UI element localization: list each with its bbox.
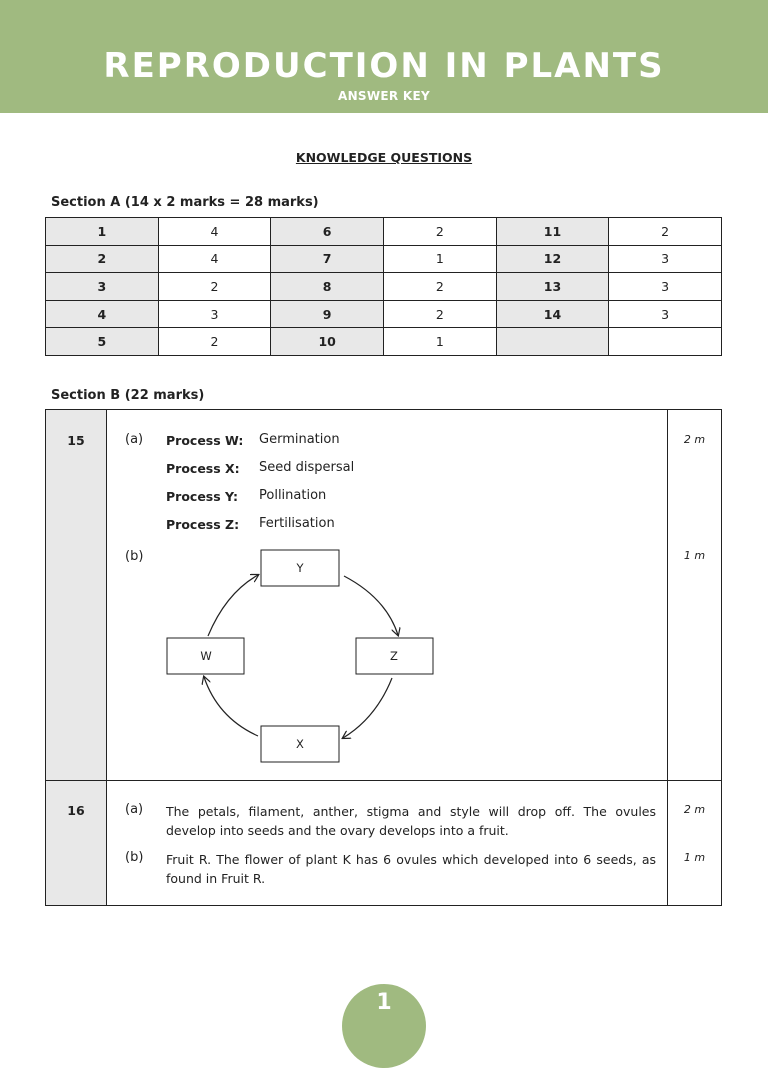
table-row [46,245,722,273]
row-divider [46,780,721,781]
question-number: 2 [46,245,159,273]
marks-label: 1 m [683,851,706,864]
section-a-label: Section A (14 x 2 marks = 28 marks) [51,195,319,210]
arrow-z-to-x [343,678,392,738]
answer-cell: 2 [609,218,722,246]
arrow-w-to-y [208,575,258,636]
process-value: Pollination [259,488,327,503]
answer-cell: 2 [383,218,496,246]
page-number: 1 [376,990,392,1015]
page-number-badge [342,984,426,1068]
answer-cell: 1 [383,245,496,273]
section-b-box [45,409,722,906]
question-number: 13 [496,273,609,301]
question-number: 11 [496,218,609,246]
question-number: 4 [46,300,159,328]
question-number: 14 [496,300,609,328]
answer-cell: 2 [158,273,271,301]
answer-cell: 4 [158,218,271,246]
table-row [46,300,722,328]
part-label: (b) [125,549,144,564]
question-number: 6 [271,218,384,246]
question-15-number: 15 [67,433,85,448]
section-a-table [45,217,722,356]
answer-cell: 3 [609,245,722,273]
question-16-number: 16 [67,803,85,818]
marks-label: 2 m [683,433,706,446]
question-number: 9 [271,300,384,328]
question-number: 7 [271,245,384,273]
answer-cell [609,328,722,356]
question-number: 3 [46,273,159,301]
answer-text: The petals, filament, anther, stigma and style will drop off. The ovules develop into seeds and the ovary develops into a fruit. [166,804,656,838]
page-subtitle: ANSWER KEY [337,89,430,103]
answer-cell: 1 [383,328,496,356]
answer-text: Fruit R. The flower of plant K has 6 ovules which developed into 6 seeds, as found in Fruit R. [166,852,656,886]
cycle-diagram [166,548,446,766]
answer-cell: 4 [158,245,271,273]
process-value: Fertilisation [259,516,335,531]
node-w-label: W [200,649,212,663]
table-row [46,218,722,246]
answer-cell: 2 [158,328,271,356]
node-x-label: X [296,737,304,751]
table-row [46,273,722,301]
process-value: Germination [259,432,340,447]
table-row [46,328,722,356]
question-column [46,410,107,905]
marks-column-divider [667,410,668,905]
process-name: Process X: [166,461,240,476]
node-y [261,550,339,586]
part-label: (b) [125,850,144,865]
marks-label: 2 m [683,803,706,816]
question-number: 5 [46,328,159,356]
marks-label: 1 m [683,549,706,562]
arrow-y-to-z [344,576,398,635]
question-number: 1 [46,218,159,246]
answer-cell: 3 [609,300,722,328]
section-heading: KNOWLEDGE QUESTIONS [295,150,473,165]
answer-cell: 2 [383,300,496,328]
answer-cell: 3 [609,273,722,301]
question-number: 8 [271,273,384,301]
process-name: Process Z: [166,517,240,532]
part-label: (a) [125,802,144,817]
question-number [496,328,609,356]
process-name: Process W: [166,433,244,448]
process-name: Process Y: [166,489,238,504]
node-z [356,638,433,674]
part-label: (a) [125,432,144,447]
node-y-label: Y [296,561,304,575]
title-banner [0,0,768,113]
answer-cell: 2 [383,273,496,301]
process-value: Seed dispersal [259,460,355,475]
node-w [167,638,244,674]
question-number: 12 [496,245,609,273]
section-b-label: Section B (22 marks) [51,388,205,403]
node-z-label: Z [390,649,398,663]
page-title: REPRODUCTION IN PLANTS [103,46,665,86]
answer-cell: 3 [158,300,271,328]
arrow-x-to-w [204,677,258,736]
question-number: 10 [271,328,384,356]
node-x [261,726,339,762]
